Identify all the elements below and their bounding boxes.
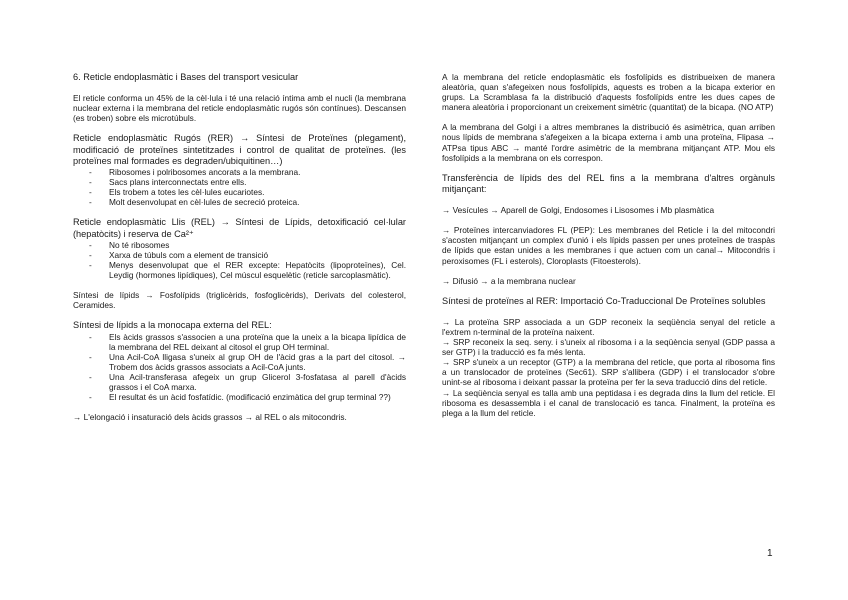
srp-step-paragraph: → La seqüència senyal es talla amb una peptidasa i es degrada dins la llum del reticle. El ribosoma es desassembla i el canal de translocació es tanca. Finalment, la proteïna es plega a la llum del reticle.	[442, 387, 775, 418]
rel-heading: Reticle endoplasmàtic Llis (REL) → Síntesi de Lípids, detoxificació cel·lular (hepatòcits) i reserva de Ca²⁺	[73, 217, 406, 239]
rer-import-heading: Síntesi de proteïnes al RER: Importació Co-Traduccional De Proteïnes solubles	[442, 295, 766, 306]
list-item: - Els trobem a totes les cèl·lules eucariotes.	[73, 187, 406, 197]
monolayer-list	[73, 332, 406, 403]
elongation-paragraph: → L'elongació i insaturació dels àcids grassos → al REL o als mitocondris.	[73, 412, 347, 423]
pep-paragraph: → Proteïnes intercanviadores FL (PEP): Les membranes del Reticle i la del mitocondri s'acosten mitjançant un complex d'unió i els lípids passen per unes proteïnes de traspàs de lípids que estan unides a les membranes i que actuen com un canal→ Mitocondris i peroxisomes (FL i esterols), Cloroplasts (Fitoesterols).	[442, 225, 775, 266]
er-phospholipid-paragraph: A la membrana del reticle endoplasmàtic els fosfolípids es distribueixen de manera aleatòria, quan s'afegeixen nous fosfolípids, aquests es troben a la bicapa exterior en grups. La Scramblasa fa la distribució d'aquests fosfolípids entre les dues capes de manera aleatòria i proporcionant un creixement simètric (quantitat) de la bicapa. (NO ATP)	[442, 72, 775, 113]
intro-paragraph: El reticle conforma un 45% de la cèl·lula i té una relació íntima amb el nucli (la membrana nuclear externa i la membrana del reticle endoplasmàtic rugós són contínues). Descansen (es troben) sobre els microtúbuls.	[73, 93, 406, 124]
list-item: - El resultat és un àcid fosfatídic. (modificació enzimàtica del grup terminal ??)	[73, 392, 406, 402]
list-item: - Molt desenvolupat en cèl·lules de secreció proteica.	[73, 197, 406, 207]
rer-list	[73, 167, 406, 207]
rer-heading: Reticle endoplasmàtic Rugós (RER) → Síntesi de Proteïnes (plegament), modificació de proteïnes sintetitzades i control de qualitat de proteïnes. (les proteïnes mal formades es degraden/ubiquitinen…)	[73, 133, 406, 166]
section-title: 6. Reticle endoplasmàtic i Bases del transport vesicular	[73, 72, 299, 82]
list-item: - Sacs plans interconnectats entre ells.	[73, 177, 406, 187]
list-item: - Els àcids grassos s'associen a una proteïna que la uneix a la bicapa lipídica de la membrana del REL deixant al citosol el grup OH terminal.	[73, 332, 406, 352]
list-item: - No té ribosomes	[73, 240, 406, 250]
srp-step-paragraph: → La proteïna SRP associada a un GDP reconeix la seqüència senyal del reticle a l'extrem n-terminal de la proteïna naixent.	[442, 316, 775, 338]
srp-step-paragraph: → SRP s'uneix a un receptor (GTP) a la membrana del reticle, que porta al ribosoma fins a un translocador de proteïnes (Sec61). SRP s'allibera (GDP) i el translocador s'obre unint-se al ribosoma i deixant passar la proteïna per fer la seva traducció dins del reticle.	[442, 357, 775, 388]
list-item: - Una Acil-transferasa afegeix un grup Glicerol 3-fosfatasa al parell d'àcids grassos i el CoA marxa.	[73, 372, 406, 392]
monolayer-heading: Síntesi de lípids a la monocapa externa del REL:	[73, 320, 272, 331]
vesicles-paragraph: → Vesícules → Aparell de Golgi, Endosomes i Lisosomes i Mb plasmàtica	[442, 205, 715, 216]
diffusion-paragraph: → Difusió → a la membrana nuclear	[442, 275, 576, 286]
left-column	[73, 72, 406, 422]
page-number: 1	[767, 548, 773, 559]
list-item: - Una Acil-CoA lligasa s'uneix al grup OH de l'àcid gras a la part del citosol. → Trobem dos àcids grassos associats a Acil-CoA junts.	[73, 352, 406, 372]
list-item: - Menys desenvolupat que el RER excepte: Hepatòcits (lipoproteïnes), Cel. Leydig (hormones lipídiques), Cel múscul esquelètic (reticle sarcoplasmàtic).	[73, 260, 406, 280]
srp-step-paragraph: → SRP reconeix la seq. seny. i s'uneix al ribosoma i a la seqüència senyal (GDP passa a ser GTP) i la traducció es fa més lenta.	[442, 337, 775, 358]
golgi-membrane-paragraph: A la membrana del Golgi i a altres membranes la distribució és asimètrica, quan arriben nous lípids de membrana s'afegeixen a la bicapa externa i amb una proteïna, Flipasa → ATPsa tipus ABC → manté l'ordre asimètric de la membrana mitjançant ATP. Mou els fosfolípids a la membrana on els correspon.	[442, 122, 775, 163]
lipid-synthesis-paragraph: Síntesi de lípids → Fosfolípids (triglicèrids, fosfoglicèrids), Derivats del colesterol, Ceramides.	[73, 290, 406, 311]
list-item: - Ribosomes i polribosomes ancorats a la membrana.	[73, 167, 406, 177]
list-item: - Xarxa de túbuls com a element de transició	[73, 250, 406, 260]
right-column	[442, 72, 775, 418]
lipid-transfer-heading: Transferència de lípids des del REL fins a la membrana d'altres orgànuls mitjançant:	[442, 172, 775, 194]
rel-list	[73, 240, 406, 280]
